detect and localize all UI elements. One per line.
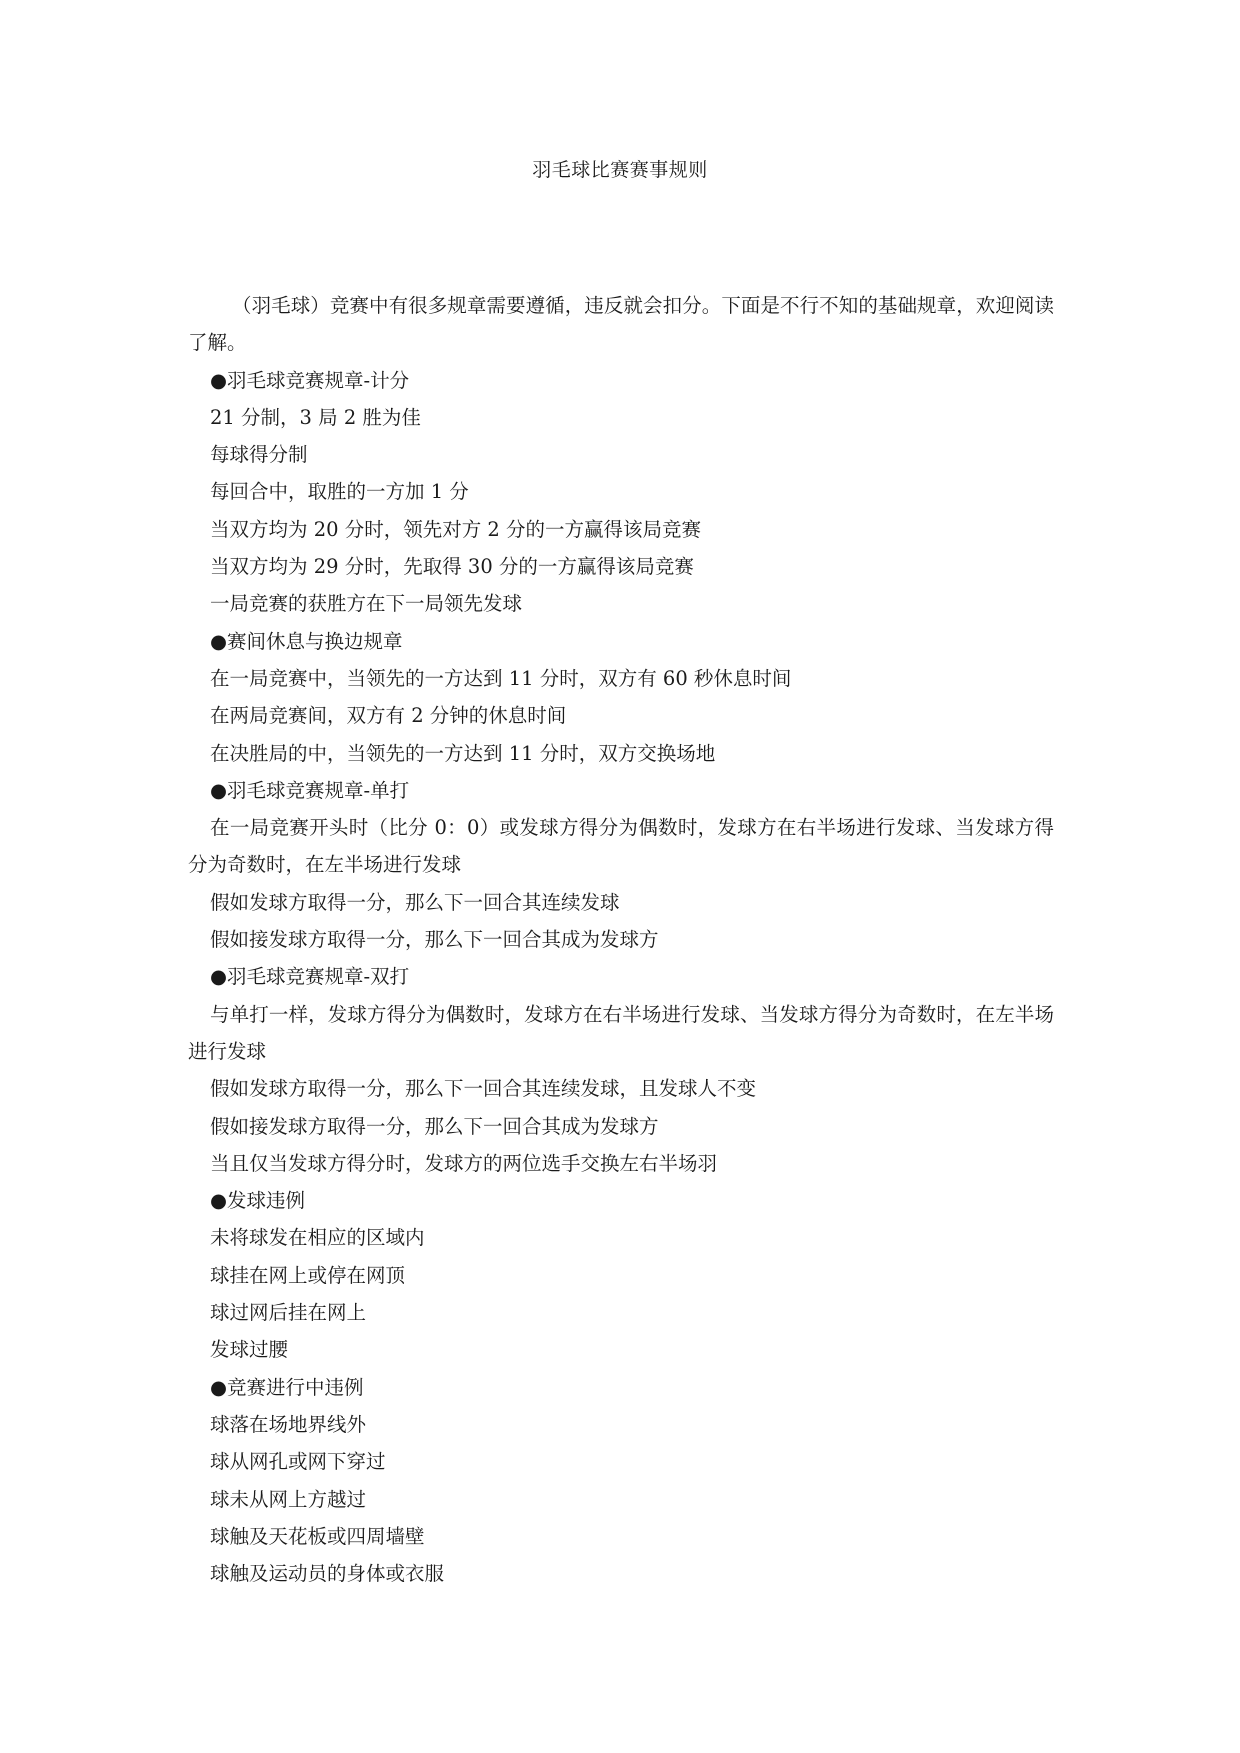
text-line: 假如发球方取得一分，那么下一回合其连续发球: [210, 890, 620, 914]
text-line: 球从网孔或网下穿过: [210, 1450, 386, 1474]
text-line: 在两局竞赛间，双方有 2 分钟的休息时间: [210, 704, 567, 728]
text-line: 球触及运动员的身体或衣服: [210, 1562, 445, 1586]
intro-paragraph: （羽毛球）竞赛中有很多规章需要遵循，违反就会扣分。下面是不行不知的基础规章，欢迎阅读了解。: [188, 294, 1054, 355]
text-line: 假如发球方取得一分，那么下一回合其连续发球，且发球人不变: [210, 1077, 757, 1101]
text-line: 当双方均为 29 分时，先取得 30 分的一方赢得该局竞赛: [210, 555, 694, 579]
text-line: 球未从网上方越过: [210, 1487, 367, 1511]
section-heading-play-faults: ●竞赛进行中违例: [210, 1375, 364, 1399]
singles-rule-paragraph: 在一局竞赛开头时（比分 0：0）或发球方得分为偶数时，发球方在右半场进行发球、当发球方得分为奇数时，在左半场进行发球: [188, 816, 1054, 877]
section-heading-rest: ●赛间休息与换边规章: [210, 629, 403, 653]
text-line: 球挂在网上或停在网顶: [210, 1263, 406, 1287]
text-line: 每球得分制: [210, 443, 308, 467]
text-line: 未将球发在相应的区域内: [210, 1226, 425, 1250]
text-line: 当双方均为 20 分时，领先对方 2 分的一方赢得该局竞赛: [210, 517, 702, 541]
document-body: [188, 287, 1054, 1592]
text-line: 一局竞赛的获胜方在下一局领先发球: [210, 592, 523, 616]
text-line: 假如接发球方取得一分，那么下一回合其成为发球方: [210, 1114, 659, 1138]
text-line: 假如接发球方取得一分，那么下一回合其成为发球方: [210, 928, 659, 952]
text-line: 球落在场地界线外: [210, 1412, 367, 1436]
section-heading-scoring: ●羽毛球竞赛规章-计分: [210, 368, 410, 392]
text-line: 发球过腰: [210, 1338, 289, 1362]
text-line: 在决胜局的中，当领先的一方达到 11 分时，双方交换场地: [210, 741, 716, 765]
section-heading-singles: ●羽毛球竞赛规章-单打: [210, 778, 410, 802]
document-title: 羽毛球比赛赛事规则: [532, 159, 708, 181]
text-line: 球触及天花板或四周墙壁: [210, 1524, 425, 1548]
section-heading-doubles: ●羽毛球竞赛规章-双打: [210, 965, 410, 989]
text-line: 当且仅当发球方得分时，发球方的两位选手交换左右半场羽: [210, 1151, 718, 1175]
text-line: 球过网后挂在网上: [210, 1301, 367, 1325]
text-line: 在一局竞赛中，当领先的一方达到 11 分时，双方有 60 秒休息时间: [210, 666, 792, 690]
text-line: 每回合中，取胜的一方加 1 分: [210, 480, 469, 504]
doubles-rule-paragraph: 与单打一样，发球方得分为偶数时，发球方在右半场进行发球、当发球方得分为奇数时，在左半场进行发球: [188, 1002, 1054, 1063]
text-line: 21 分制，3 局 2 胜为佳: [210, 405, 421, 429]
section-heading-serve-faults: ●发球违例: [210, 1189, 306, 1213]
